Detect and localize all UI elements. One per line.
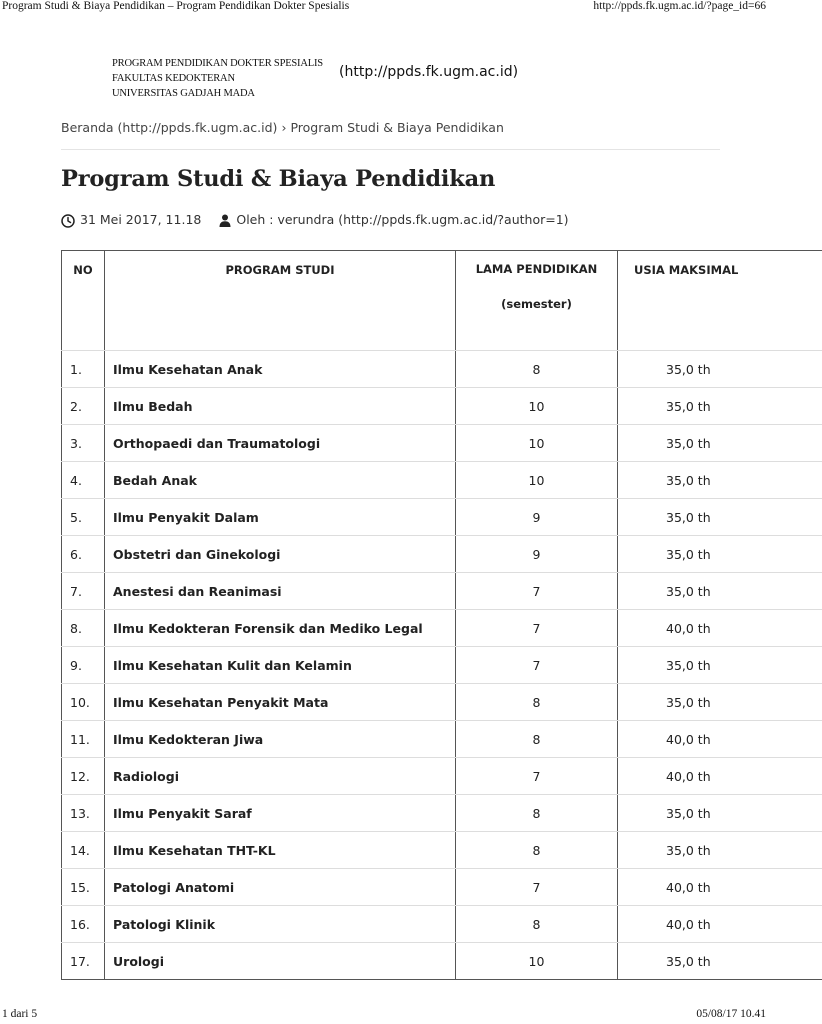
cell-program: Ilmu Kesehatan THT-KL <box>105 832 456 869</box>
cell-usia: 35,0 th <box>618 351 822 388</box>
cell-program: Ilmu Penyakit Dalam <box>105 499 456 536</box>
breadcrumb <box>61 120 504 135</box>
table-body <box>62 351 822 980</box>
cell-lama: 7 <box>456 647 618 684</box>
cell-lama: 9 <box>456 536 618 573</box>
logo-line-2: FAKULTAS KEDOKTERAN <box>112 73 235 84</box>
table-row <box>62 758 822 795</box>
header-program: PROGRAM STUDI <box>105 251 456 351</box>
cell-lama: 7 <box>456 610 618 647</box>
cell-usia: 35,0 th <box>618 832 822 869</box>
cell-program: Patologi Klinik <box>105 906 456 943</box>
page-title: Program Studi & Biaya Pendidikan <box>61 166 496 192</box>
cell-program: Ilmu Penyakit Saraf <box>105 795 456 832</box>
site-logo[interactable] <box>112 56 323 101</box>
cell-program: Ilmu Kesehatan Kulit dan Kelamin <box>105 647 456 684</box>
cell-lama: 9 <box>456 499 618 536</box>
table-row <box>62 388 822 425</box>
cell-program: Ilmu Bedah <box>105 388 456 425</box>
breadcrumb-separator: › <box>281 120 287 135</box>
table-row <box>62 610 822 647</box>
post-date: 31 Mei 2017, 11.18 <box>80 212 202 228</box>
post-meta <box>61 212 569 228</box>
table-row <box>62 536 822 573</box>
cell-no: 1. <box>62 351 105 388</box>
cell-usia: 40,0 th <box>618 721 822 758</box>
logo-link-url[interactable]: (http://ppds.fk.ugm.ac.id) <box>339 64 519 80</box>
cell-usia: 35,0 th <box>618 499 822 536</box>
logo-line-1: PROGRAM PENDIDIKAN DOKTER SPESIALIS <box>112 58 323 69</box>
table-header-row <box>62 251 822 351</box>
cell-no: 4. <box>62 462 105 499</box>
breadcrumb-home-link[interactable]: Beranda (http://ppds.fk.ugm.ac.id) <box>61 120 278 135</box>
cell-usia: 35,0 th <box>618 388 822 425</box>
cell-no: 15. <box>62 869 105 906</box>
cell-lama: 10 <box>456 462 618 499</box>
cell-usia: 35,0 th <box>618 647 822 684</box>
cell-usia: 35,0 th <box>618 943 822 980</box>
header-lama-line-2: (semester) <box>501 297 572 311</box>
cell-program: Anestesi dan Reanimasi <box>105 573 456 610</box>
cell-no: 10. <box>62 684 105 721</box>
cell-no: 6. <box>62 536 105 573</box>
cell-no: 17. <box>62 943 105 980</box>
cell-usia: 35,0 th <box>618 425 822 462</box>
cell-lama: 10 <box>456 388 618 425</box>
table-row <box>62 832 822 869</box>
cell-no: 13. <box>62 795 105 832</box>
cell-no: 7. <box>62 573 105 610</box>
cell-no: 2. <box>62 388 105 425</box>
cell-no: 14. <box>62 832 105 869</box>
cell-usia: 40,0 th <box>618 610 822 647</box>
breadcrumb-current: Program Studi & Biaya Pendidikan <box>290 120 504 135</box>
cell-usia: 35,0 th <box>618 795 822 832</box>
cell-usia: 40,0 th <box>618 758 822 795</box>
table-row <box>62 906 822 943</box>
logo-line-3: UNIVERSITAS GADJAH MADA <box>112 88 255 99</box>
cell-lama: 10 <box>456 425 618 462</box>
cell-no: 9. <box>62 647 105 684</box>
header-lama-line-1: LAMA PENDIDIKAN <box>475 262 598 276</box>
cell-usia: 40,0 th <box>618 869 822 906</box>
table-row <box>62 425 822 462</box>
cell-lama: 8 <box>456 906 618 943</box>
cell-usia: 35,0 th <box>618 573 822 610</box>
cell-lama: 7 <box>456 573 618 610</box>
cell-program: Patologi Anatomi <box>105 869 456 906</box>
cell-lama: 7 <box>456 758 618 795</box>
cell-lama: 10 <box>456 943 618 980</box>
print-footer-page: 1 dari 5 <box>2 1008 38 1020</box>
program-table-container <box>61 250 739 974</box>
header-usia: USIA MAKSIMAL <box>618 251 822 351</box>
cell-program: Orthopaedi dan Traumatologi <box>105 425 456 462</box>
print-header <box>0 0 768 14</box>
cell-no: 16. <box>62 906 105 943</box>
cell-program: Ilmu Kedokteran Jiwa <box>105 721 456 758</box>
cell-no: 3. <box>62 425 105 462</box>
user-icon <box>219 212 231 227</box>
print-footer-datetime: 05/08/17 10.41 <box>696 1008 766 1020</box>
table-row <box>62 943 822 980</box>
header-lama <box>456 251 618 351</box>
print-header-title: Program Studi & Biaya Pendidikan – Program Pendidikan Dokter Spesialis <box>2 0 350 12</box>
cell-lama: 8 <box>456 721 618 758</box>
breadcrumb-divider <box>61 149 720 150</box>
cell-lama: 8 <box>456 795 618 832</box>
cell-no: 11. <box>62 721 105 758</box>
table-row <box>62 795 822 832</box>
cell-program: Radiologi <box>105 758 456 795</box>
cell-usia: 35,0 th <box>618 684 822 721</box>
table-row <box>62 721 822 758</box>
cell-lama: 8 <box>456 351 618 388</box>
print-footer <box>0 1008 768 1022</box>
cell-no: 8. <box>62 610 105 647</box>
cell-program: Ilmu Kedokteran Forensik dan Mediko Legal <box>105 610 456 647</box>
cell-usia: 40,0 th <box>618 906 822 943</box>
cell-program: Obstetri dan Ginekologi <box>105 536 456 573</box>
cell-program: Ilmu Kesehatan Anak <box>105 351 456 388</box>
table-row <box>62 573 822 610</box>
cell-program: Urologi <box>105 943 456 980</box>
cell-lama: 8 <box>456 684 618 721</box>
table-row <box>62 462 822 499</box>
print-header-url: http://ppds.fk.ugm.ac.id/?page_id=66 <box>593 0 766 12</box>
cell-usia: 35,0 th <box>618 536 822 573</box>
clock-icon <box>61 212 75 228</box>
header-no: NO <box>62 251 105 351</box>
cell-program: Bedah Anak <box>105 462 456 499</box>
cell-no: 5. <box>62 499 105 536</box>
table-row <box>62 351 822 388</box>
cell-lama: 7 <box>456 869 618 906</box>
table-row <box>62 499 822 536</box>
cell-lama: 8 <box>456 832 618 869</box>
cell-usia: 35,0 th <box>618 462 822 499</box>
table-row <box>62 869 822 906</box>
cell-program: Ilmu Kesehatan Penyakit Mata <box>105 684 456 721</box>
table-row <box>62 647 822 684</box>
table-row <box>62 684 822 721</box>
cell-no: 12. <box>62 758 105 795</box>
post-author-link[interactable]: Oleh : verundra (http://ppds.fk.ugm.ac.id/?author=1) <box>236 212 569 228</box>
program-table <box>61 250 822 980</box>
